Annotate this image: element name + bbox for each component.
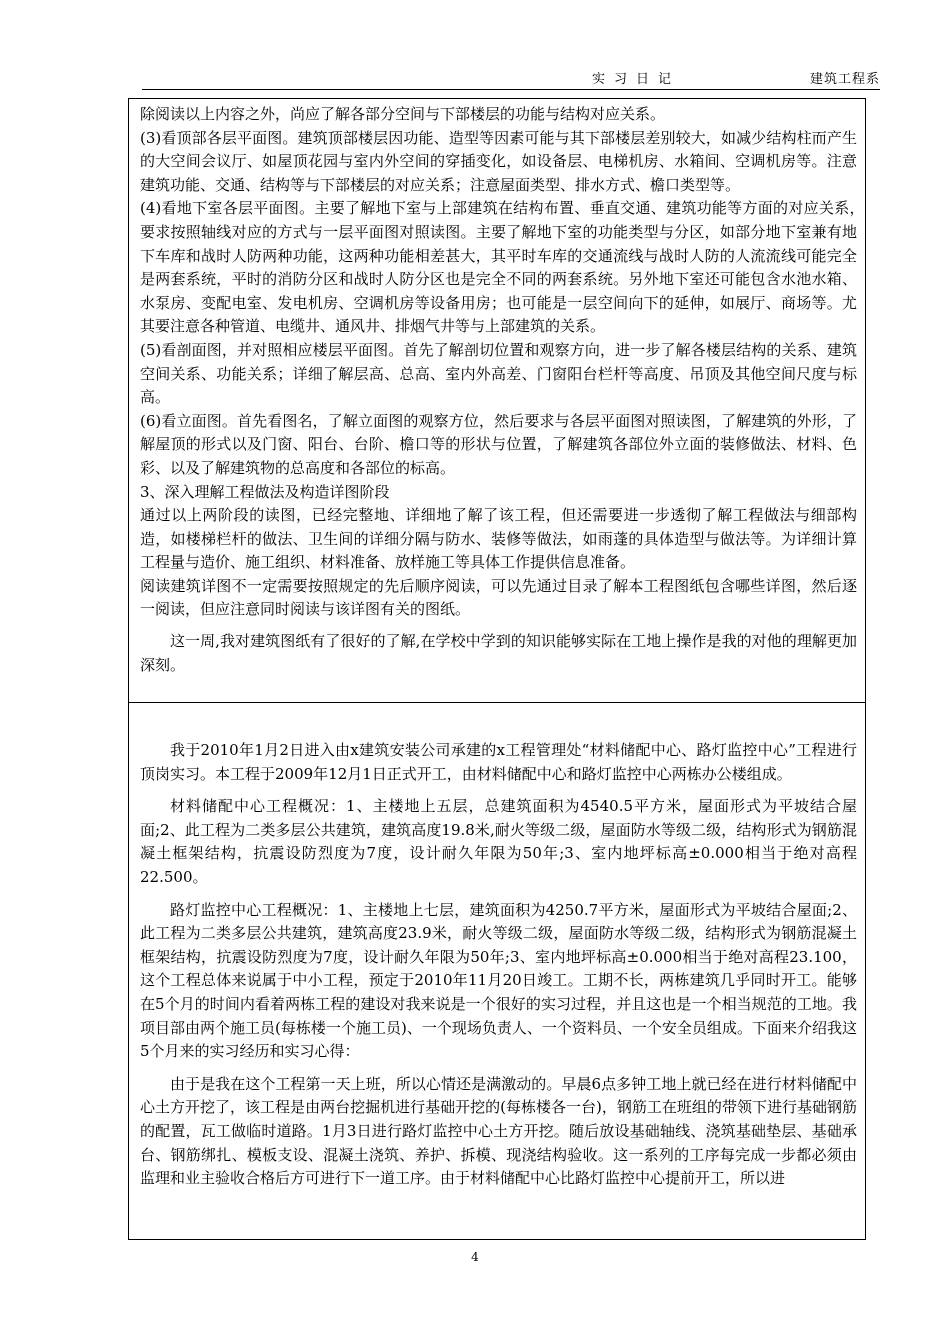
paragraph: 路灯监控中心工程概况：1、主楼地上七层，建筑面积为4250.7平方米，屋面形式为平坡结合屋面;2、此工程为二类多层公共建筑，建筑高度23.9米，耐火等级二级，屋面防水等级二级，结构形式为钢筋混凝土框架结构，抗震设防烈度为7度，设计耐久年限为50年;3、室内地坪标高±0.000相当于绝对高程23.100，这个工程总体来说属于中小工程，预定于2010年11月20日竣工。工期不长，两栋建筑几乎同时开工。能够在5个月的时间内看着两栋工程的建设对我来说是一个很好的实习过程，并且这也是一个相当规范的工地。我项目部由两个施工员(每栋楼一个施工员)、一个现场负责人、一个资料员、一个安全员组成。下面来介绍我这5个月来的实习经历和实习心得：: [140, 900, 857, 1061]
spacer: [140, 707, 857, 739]
box-content: [129, 99, 873, 677]
header-title: 实习日记: [592, 72, 681, 87]
paragraph: 我于2010年1月2日进入由x建筑安装公司承建的x工程管理处“材料储配中心、路灯监控中心”工程进行顶岗实习。本工程于2009年12月1日正式开工，由材料储配中心和路灯监控中心两栋办公楼组成。: [140, 741, 857, 783]
paragraph: (3)看顶部各层平面图。建筑顶部楼层因功能、造型等因素可能与其下部楼层差别较大，如减少结构柱而产生的大空间会议厅、如屋顶花园与室内外空间的穿插变化，如设备层、电梯机房、水箱间、空调机房等。注意建筑功能、交通、结构等与下部楼层的对应关系；注意屋面类型、排水方式、檐口类型等。: [140, 128, 857, 194]
paragraph: (4)看地下室各层平面图。主要了解地下室与上部建筑在结构布置、垂直交通、建筑功能等方面的对应关系， 要求按照轴线对应的方式与一层平面图对照读图。主要了解地下室的功能类型与分区，如部分地下室兼有地下车库和战时人防两种功能，这两种功能相差甚大，其平时车库的交通流线与战时人防的人流流线可能完全是两套系统，平时的消防分区和战时人防分区也是完全不同的两套系统。另外地下室还可能包含水池水箱、水泵房、变配电室、发电机房、空调机房等设备用房；也可能是一层空间向下的延伸，如展厅、商场等。尤其要注意各种管道、电缆井、通风井、排烟气井等与上部建筑的关系。: [140, 199, 873, 336]
box-content: [129, 703, 865, 1191]
section-heading: 3、深入理解工程做法及构造详图阶段: [140, 482, 390, 501]
paragraph: 由于是我在这个工程第一天上班，所以心情还是满激动的。早晨6点多钟工地上就已经在进行材料储配中心土方开挖了，该工程是由两台挖掘机进行基础开挖的(每栋楼各一台)，钢筋工在班组的带领下进行基础钢筋的配置，瓦工做临时道路。1月3日进行路灯监控中心土方开挖。随后放设基础轴线、浇筑基础垫层、基础承台、钢筋绑扎、模板支设、混凝土浇筑、养护、拆模、现浇结构验收。这一系列的工序每完成一步都必须由监理和业主验收合格后方可进行下一道工序。由于材料储配中心比路灯监控中心提前开工，所以进: [140, 1074, 857, 1188]
page-number: 4: [471, 1250, 479, 1264]
diary-box-reading-notes: [128, 98, 873, 703]
header-rule: [142, 89, 880, 90]
diary-box-internship-overview: [128, 702, 866, 1240]
header-department: 建筑工程系: [809, 72, 880, 87]
paragraph: 材料储配中心工程概况：1、主楼地上五层，总建筑面积为4540.5平方米，屋面形式为平坡结合屋面;2、此工程为二类多层公共建筑，建筑高度19.8米,耐火等级二级，屋面防水等级二级，结构形式为钢筋混凝土框架结构，抗震设防烈度为7度，设计耐久年限为50年;3、室内地坪标高±0.000相当于绝对高程22.500。: [140, 797, 857, 886]
paragraph: (6)看立面图。首先看图名，了解立面图的观察方位，然后要求与各层平面图对照读图，了解建筑的外形，了解屋顶的形式以及门窗、阳台、台阶、檐口等的形状与位置，了解建筑各部位外立面的装修做法、材料、色彩、以及了解建筑物的总高度和各部位的标高。: [140, 411, 857, 477]
paragraph: 阅读建筑详图不一定需要按照规定的先后顺序阅读，可以先通过目录了解本工程图纸包含哪些详图，然后逐一阅读，但应注意同时阅读与该详图有关的图纸。: [140, 576, 857, 619]
paragraph: 通过以上两阶段的读图，已经完整地、详细地了解了该工程，但还需要进一步透彻了解工程做法与细部构造，如楼梯栏杆的做法、卫生间的详细分隔与防水、装修等做法，如雨蓬的具体造型与做法等。为详细计算工程量与造价、施工组织、材料准备、放样施工等具体工作提供信息准备。: [140, 506, 857, 572]
page-header: [142, 66, 880, 90]
paragraph-summary: 这一周,我对建筑图纸有了很好的了解,在学校中学到的知识能够实际在工地上操作是我的对他的理解更加深刻。: [140, 632, 857, 674]
paragraph: 除阅读以上内容之外，尚应了解各部分空间与下部楼层的功能与结构对应关系。: [140, 105, 666, 123]
paragraph: (5)看剖面图，并对照相应楼层平面图。首先了解剖切位置和观察方向，进一步了解各楼层结构的关系、建筑空间关系、功能关系；详细了解层高、总高、室内外高差、门窗阳台栏杆等高度、吊顶及其他空间尺度与标高。: [140, 340, 857, 407]
